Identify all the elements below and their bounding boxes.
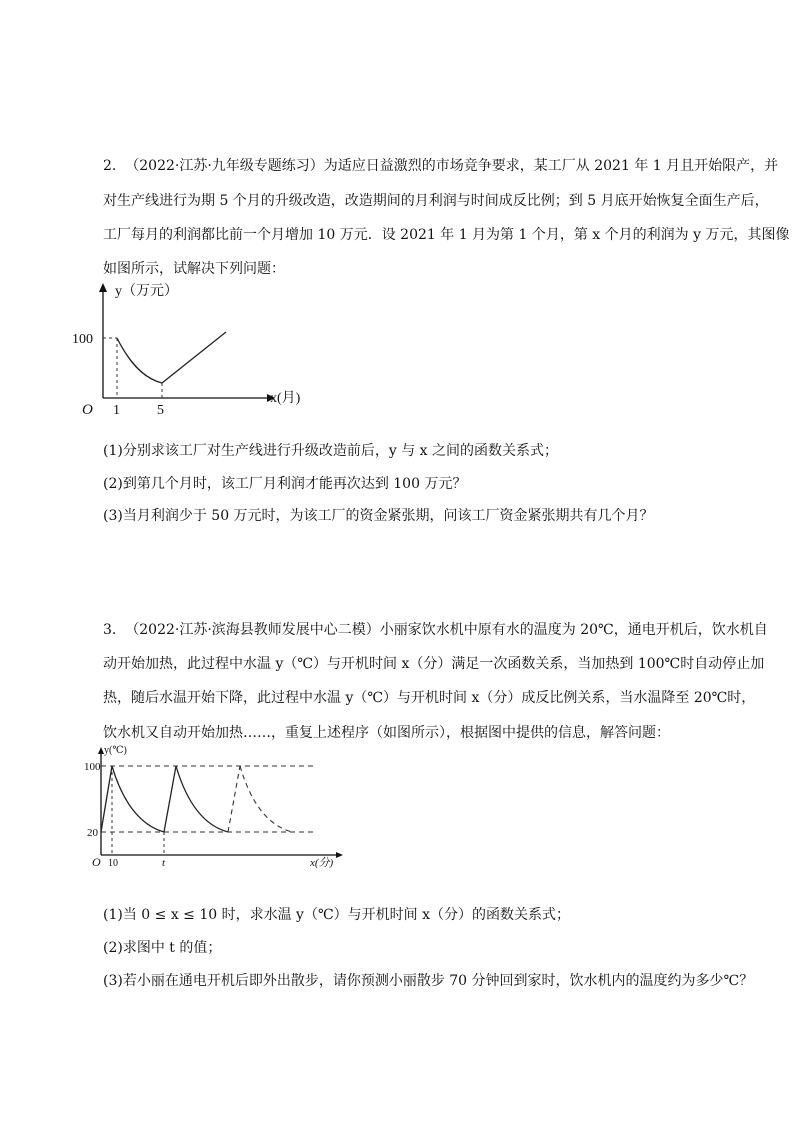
problem3-question-1: (1)当 0 ≤ x ≤ 10 时，求水温 y（℃）与开机时间 x（分）的函数关系式； (103, 907, 570, 923)
problem2-question-2: (2)到第几个月时，该工厂月利润才能再次达到 100 万元？ (103, 476, 467, 492)
problem2-line-1 (103, 157, 778, 175)
y-axis-label: y(℃) (104, 745, 127, 756)
problem2-line-3: 工厂每月的利润都比前一个月增加 10 万元．设 2021 年 1 月为第 1 个月，第 x 个月的利润为 y 万元，其图像 (103, 227, 790, 243)
problem3-source: （2022·江苏·滨海县教师发展中心二模） (125, 622, 380, 638)
problem2-source: （2022·江苏·九年级专题练习） (125, 158, 324, 174)
x-axis-label: x(月) (270, 391, 301, 406)
problem3-question-3: (3)若小丽在通电开机后即外出散步，请你预测小丽散步 70 分钟回到家时，饮水机内的温度约为多少℃？ (103, 973, 754, 989)
problem3-number: 3. (103, 622, 117, 638)
problem2-number: 2. (103, 158, 117, 174)
heating-segment-3 (228, 766, 240, 832)
problem2-line-4: 如图所示，试解决下列问题： (103, 261, 285, 277)
x-tick-1: 1 (113, 403, 120, 418)
problem3-graph (84, 745, 354, 875)
y-tick-20: 20 (87, 827, 98, 839)
linear-segment (162, 332, 226, 383)
x-axis-label: x(分) (310, 857, 334, 869)
problem2-question-3: (3)当月利润少于 50 万元时，为该工厂的资金紧张期，问该工厂资金紧张期共有几个月？ (103, 508, 654, 524)
x-axis-arrow (336, 852, 343, 858)
y-axis-label: y（万元） (115, 284, 178, 299)
x-tick-t: t (162, 857, 166, 869)
problem2-text-1: 为适应日益激烈的市场竞争要求，某工厂从 2021 年 1 月且开始限产，并 (323, 158, 779, 174)
problem3-line-4: 饮水机又自动开始加热……，重复上述程序（如图所示），根据图中提供的信息，解答问题： (103, 725, 670, 741)
cooling-curve-1 (112, 766, 164, 832)
cooling-curve-3 (240, 766, 292, 832)
heating-segment-2 (164, 766, 176, 832)
x-tick-10: 10 (108, 858, 118, 869)
problem2-line-2: 对生产线进行为期 5 个月的升级改造，改造期间的月利润与时间成反比例；到 5 月底开始恢复全面生产后， (103, 193, 769, 209)
problem2-question-1: (1)分别求该工厂对生产线进行升级改造前后，y 与 x 之间的函数关系式； (103, 443, 558, 459)
problem3-line-2: 动开始加热，此过程中水温 y（℃）与开机时间 x（分）满足一次函数关系，当加热到 100℃时自动停止加 (103, 656, 765, 672)
x-tick-5: 5 (157, 403, 164, 418)
inverse-curve (117, 338, 162, 383)
problem3-line-1 (103, 621, 768, 639)
problem3-line-3: 热，随后水温开始下降，此过程中水温 y（℃）与开机时间 x（分）成反比例关系，当水温降至 20℃时， (103, 690, 756, 706)
heating-segment-1 (101, 766, 112, 832)
cooling-curve-2 (176, 766, 228, 832)
y-tick-100: 100 (84, 761, 101, 773)
problem3-text-1: 小丽家饮水机中原有水的温度为 20℃，通电开机后，饮水机自 (379, 622, 768, 638)
y-axis-arrow (99, 283, 107, 292)
problem2-graph (70, 280, 310, 420)
y-tick-100: 100 (72, 332, 93, 347)
origin-label: O (92, 855, 101, 869)
problem3-question-2: (2)求图中 t 的值； (103, 940, 222, 956)
origin-label: O (82, 402, 93, 418)
